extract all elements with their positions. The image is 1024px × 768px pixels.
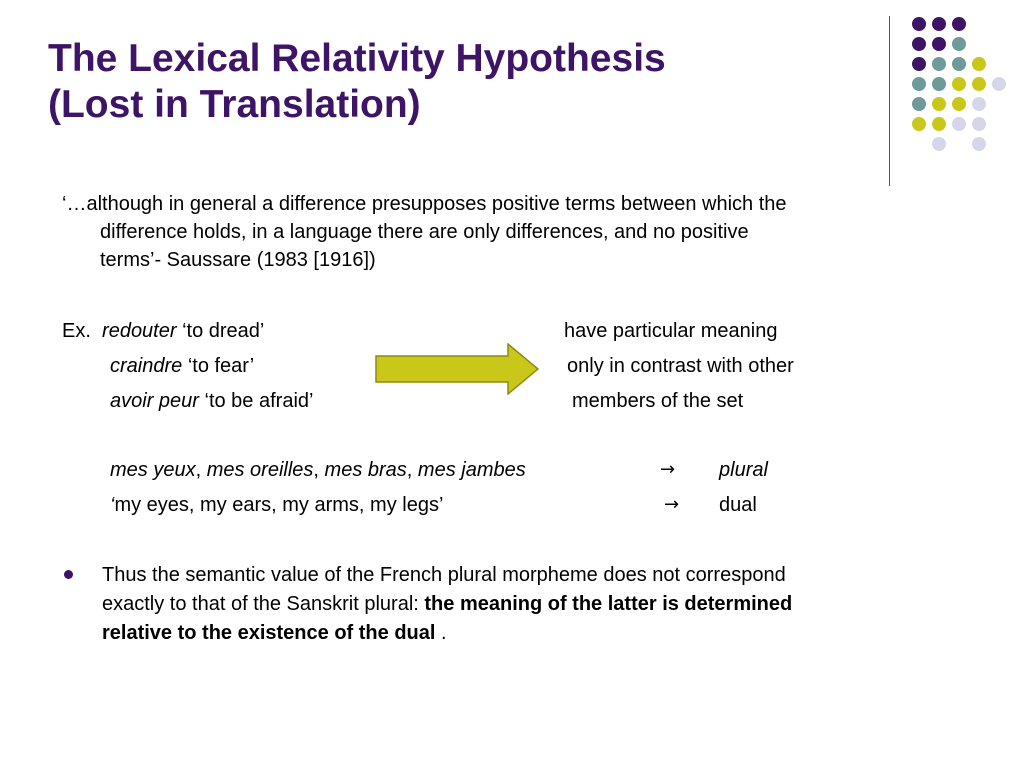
quote-line-1: ‘…although in general a difference presupposes positive terms between which the [62, 193, 787, 215]
example-gloss: ‘to fear’ [182, 355, 255, 377]
title-line-2: (Lost in Translation) [48, 83, 421, 126]
french-word: mes yeux [110, 459, 196, 481]
bullet-line-1: Thus the semantic value of the French plural morpheme does not correspond [102, 564, 786, 586]
slide-title [48, 36, 666, 128]
decorative-dot [952, 57, 966, 71]
plural-label: plural [719, 459, 768, 481]
example-row-2 [110, 352, 254, 380]
example-gloss: ‘to be afraid’ [198, 390, 314, 412]
divider-line [889, 16, 890, 186]
bullet-line-2 [102, 590, 792, 619]
example-row-3 [110, 387, 313, 415]
quote-line-2: difference holds, in a language there are only differences, and no positive [100, 221, 749, 243]
decorative-dot [912, 37, 926, 51]
english-words: my eyes, my ears, my arms, my legs’ [114, 494, 444, 516]
french-word: mes jambes [417, 459, 526, 481]
bullet-point [102, 561, 792, 648]
example-prefix: Ex. [62, 320, 91, 342]
decorative-dot [912, 97, 926, 111]
bullet-bold-text: the meaning of the latter is determined [424, 593, 793, 615]
decorative-dot [932, 77, 946, 91]
decorative-dot [952, 97, 966, 111]
french-word: mes oreilles [206, 459, 314, 481]
english-phrase [110, 491, 443, 519]
title-line-1: The Lexical Relativity Hypothesis [48, 37, 666, 80]
decorative-dot [972, 77, 986, 91]
decorative-dot [912, 117, 926, 131]
french-word: mes bras [324, 459, 407, 481]
example-term: avoir peur [110, 390, 199, 412]
decorative-dot [992, 77, 1006, 91]
note-line-1: have particular meaning [564, 320, 778, 342]
decorative-dot [912, 57, 926, 71]
decorative-dot [932, 117, 946, 131]
decorative-dot [972, 57, 986, 71]
right-arrow-icon: → [660, 459, 676, 480]
decorative-dot [912, 77, 926, 91]
decorative-dot [952, 77, 966, 91]
plural-result [719, 456, 768, 484]
decorative-dot [972, 97, 986, 111]
right-arrow-icon [375, 343, 540, 395]
example-gloss: ‘to dread’ [176, 320, 265, 342]
quote-line-3: terms’- Saussare (1983 [1916]) [100, 249, 376, 271]
bullet-text: exactly to that of the Sanskrit plural: [102, 593, 425, 615]
decorative-dot [932, 57, 946, 71]
dual-result: dual [719, 494, 757, 516]
decorative-dot [932, 97, 946, 111]
example-term: redouter [102, 320, 177, 342]
decorative-dot [972, 137, 986, 151]
bullet-line-3 [102, 619, 792, 648]
decorative-dot [912, 17, 926, 31]
right-arrow-icon: → [664, 494, 680, 515]
example-term: craindre [110, 355, 183, 377]
decorative-dot [972, 117, 986, 131]
decorative-dot [932, 137, 946, 151]
separator: , [313, 459, 325, 481]
note-line-3: members of the set [572, 390, 744, 412]
bullet-bold-text: relative to the existence of the dual [102, 622, 436, 644]
saussure-quote [62, 190, 787, 274]
french-plural-phrase [110, 456, 526, 484]
decorative-dot [932, 17, 946, 31]
separator: , [406, 459, 418, 481]
open-quote: ‘ [110, 494, 115, 516]
decorative-dot [952, 17, 966, 31]
bullet-icon [64, 570, 73, 579]
example-row-1 [62, 317, 264, 345]
decorative-dot [952, 117, 966, 131]
decorative-dot [952, 37, 966, 51]
note-line-2: only in contrast with other [567, 355, 794, 377]
decorative-dot [932, 37, 946, 51]
bullet-text: . [435, 622, 447, 644]
separator: , [195, 459, 207, 481]
